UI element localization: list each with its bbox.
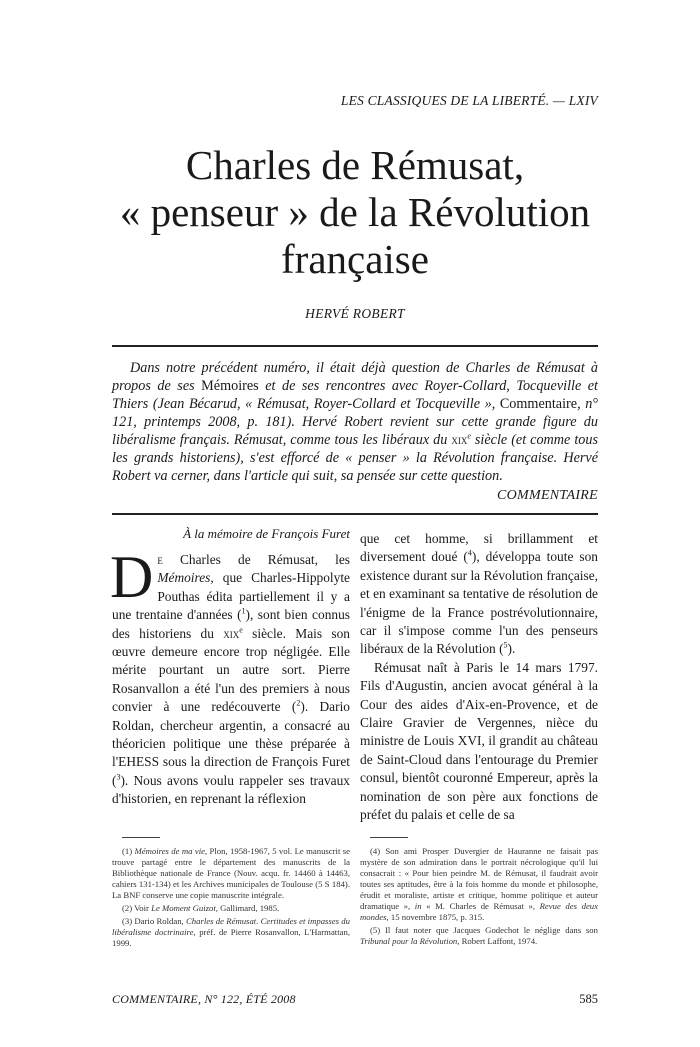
footnote-text: , préf. de Pierre Rosanvallon, L'Harmattan, 1999. — [112, 926, 350, 948]
footnote-ref[interactable]: 1 — [241, 606, 246, 616]
running-head: LES CLASSIQUES DE LA LIBERTÉ. — LXIV — [340, 93, 598, 108]
footnote-text: « M. Charles de Rémusat », — [421, 900, 540, 911]
body-text: siècle. Mais son œuvre demeure encore trop négligée. Elle mérite pourtant un autre sort. Pierre Rosanvallon a été l'un des premiers à nous convier à une redécouverte ( — [112, 625, 350, 715]
page — [112, 0, 598, 1047]
footnote-number: (3) Dario Roldan, — [122, 915, 184, 926]
body-text: ). Nous avons voulu rappeler ses travaux d'historien, en reprenant la réflexion — [112, 772, 350, 807]
century-numeral: xix — [223, 625, 240, 641]
footnote-text: , Plon, 1958-1967, 5 vol. Le manuscrit se trouve partagé entre le département des manuscrits de la Bibliothèque nationale de France (Nouv. acqu. fr. 14460 à 14463, cahiers 131-134) et les Archives municipales de Toulouse (5 S 184). La BNF conserve une copie manuscrite intégrale. — [112, 845, 350, 900]
footnote — [360, 925, 598, 947]
abstract-text: et de ses rencontres avec Royer-Collard, Tocqueville et Thiers (Jean Bécarud, « Rémusat, Royer-Collard et Tocqueville », — [112, 378, 599, 412]
abstract-text: siècle (et comme tous les grands historiens), s'est efforcé de « penser » la Révolution française. Hervé Robert va cerner, dans l'article qui suit, sa pensée sur cette question. — [112, 432, 598, 484]
footnote — [112, 916, 350, 949]
superscript: e — [239, 625, 243, 635]
abstract-signature: COMMENTAIRE — [496, 488, 598, 503]
drop-cap: D — [110, 544, 154, 610]
body-text: ), développa toute son existence durant sur la Révolution française, et en examinant sa tentative de résolution de l'énigme de la France postrévolutionnaire, car il s'impose comme l'un des penseurs libéraux de la Révolution ( — [360, 549, 598, 657]
footnote-ref[interactable]: 4 — [467, 548, 472, 558]
body-text: , que Charles-Hippolyte Pouthas édita partiellement il y a une trentaine d'années ( — [112, 570, 350, 623]
footnote-columns — [112, 837, 598, 951]
body-text: que cet homme, si brillamment et diversement doué ( — [360, 531, 598, 565]
footnote-title: Le Moment Guizot — [151, 902, 216, 913]
title-line: française — [281, 236, 429, 282]
body-text: e — [157, 552, 163, 567]
title-line: Charles de Rémusat, — [185, 142, 525, 188]
author-name: HERVÉ ROBERT — [305, 306, 405, 321]
footnote-column-left — [112, 837, 350, 951]
footnote-title: Revue des deux mondes — [360, 900, 598, 922]
footnote-text: Il faut noter que Jacques Godechot le néglige dans son — [384, 924, 598, 935]
abstract-text: Mémoires — [201, 378, 259, 394]
footnote-ref[interactable]: 3 — [116, 772, 121, 782]
footnote-number: (5) — [370, 924, 381, 935]
title-line: « penseur » de la Révolution — [119, 189, 591, 235]
footnote-text: , Gallimard, 1985. — [215, 902, 280, 913]
body-text: ). — [507, 641, 516, 657]
footnote — [112, 846, 350, 901]
footnote-ref[interactable]: 5 — [503, 640, 508, 650]
body-column-right — [360, 530, 598, 825]
footnote-number: (2) Voir — [122, 902, 149, 913]
footnote-column-right — [360, 837, 598, 949]
abstract-text: , n° 121, printemps 2008, p. 181). Hervé Robert revient sur cette grande figure du libéralisme français. Rémusat, comme tous les libéraux du — [112, 396, 598, 448]
page-number: 585 — [579, 991, 598, 1006]
abstract-text: Dans notre précédent numéro, il était déjà question de Charles de Rémusat à propos de ses — [112, 360, 598, 394]
footnote-separator — [370, 837, 408, 838]
footnote-title: Mémoires de ma vie — [134, 845, 205, 856]
century-numeral: xix — [451, 432, 468, 447]
abstract — [112, 359, 598, 485]
footnotes-right — [360, 846, 598, 947]
abstract-text: Commentaire — [499, 396, 578, 412]
body-columns — [112, 525, 598, 825]
footnote-text: in — [414, 900, 422, 911]
footnote-title: Tribunal pour la Révolution — [360, 935, 458, 946]
footnote-text: , Robert Laffont, 1974. — [457, 935, 538, 946]
footnote-number: (4) — [370, 845, 381, 856]
footnote-separator — [122, 837, 160, 838]
divider-rule — [112, 345, 598, 347]
body-text: Charles de Rémusat, les — [162, 552, 350, 567]
footnotes-left — [112, 846, 350, 949]
footnote-text: , 15 novembre 1875, p. 315. — [386, 911, 485, 922]
column-left — [112, 525, 350, 809]
paragraph: Rémusat naît à Paris le 14 mars 1797. Fils d'Augustin, ancien avocat général à la Cour des aides d'Aix-en-Provence, et de Claire Gravier de Vergennes, nièce du ministre de Louis XVI, il grandit au château de Saint-Cloud dans l'entourage du Premier consul, bientôt couronné Empereur, après la nomination de son père aux fonctions de préfet du palais et celle de sa — [360, 659, 598, 823]
article-title — [92, 142, 618, 283]
footnote-ref[interactable]: 2 — [296, 698, 301, 708]
body-text: ), sont bien connus des historiens du — [112, 607, 350, 641]
body-text: Mémoires — [157, 570, 211, 586]
footnote-text: Son ami Prosper Duvergier de Hauranne ne faisait pas mystère de son admiration dans le portrait nécrologique qu'il lui consacrait : « Pour bien peindre M. de Rémusat, il faudrait avoir toutes ses aptitudes, être à la fois homme du monde et philosophe, érudit et moraliste, artiste et critique, homme politique et auteur dramatique », — [360, 845, 599, 911]
paragraph — [360, 530, 598, 659]
footnote-number: (1) — [122, 845, 133, 856]
divider-rule — [112, 513, 598, 515]
footnote-title: Charles de Rémusat. Certitudes et impasses du libéralisme doctrinaire — [112, 915, 350, 937]
body-column-left — [110, 544, 350, 809]
dedication: À la mémoire de François Furet — [183, 526, 350, 541]
footnote — [360, 846, 598, 923]
body-text: ). Dario Roldan, chercheur argentin, a consacré au théoricien politique une thèse préparée à l'EHESS sous la direction de François Furet ( — [112, 699, 350, 788]
footnote — [112, 903, 350, 914]
footer-journal-info: COMMENTAIRE, N° 122, ÉTÉ 2008 — [112, 991, 296, 1006]
page-footer — [112, 991, 598, 1007]
superscript: e — [467, 431, 471, 441]
